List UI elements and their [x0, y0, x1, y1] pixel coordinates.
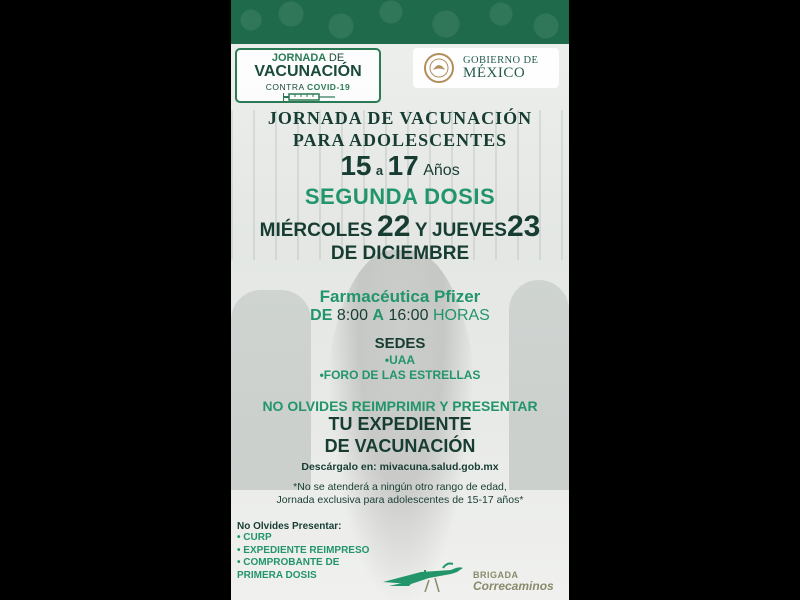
age-unit: Años — [423, 162, 460, 179]
date-day2-number: 23 — [506, 210, 541, 243]
gobierno-de-text: GOBIERNO DE — [463, 55, 539, 66]
dose-label: SEGUNDA DOSIS — [304, 184, 496, 209]
date-day2: JUEVES — [432, 220, 507, 241]
sedes-title: SEDES — [374, 335, 426, 352]
age-from: 15 — [340, 150, 372, 181]
hours-horas: HORAS — [432, 307, 490, 324]
logo-jornada-word: JORNADA — [271, 52, 326, 64]
top-pattern-band — [231, 0, 569, 44]
gobierno-mexico-logo — [413, 48, 559, 88]
mexico-text: MÉXICO — [463, 65, 526, 81]
date-connector: Y — [414, 220, 428, 241]
hours-a: A — [372, 307, 384, 324]
reminder-line-2: TU EXPEDIENTE — [328, 414, 472, 434]
vaccine-maker: Farmacéutica Pfizer — [319, 287, 481, 306]
logo-covid-word: COVID-19 — [307, 82, 351, 92]
hours-end: 16:00 — [388, 307, 429, 324]
date-month: DE DICIEMBRE — [330, 243, 470, 264]
brigada-correcaminos-logo — [381, 560, 561, 596]
notice-line-2: Jornada exclusiva para adolescentes de 15-17 años* — [276, 494, 524, 506]
date-day1-number: 22 — [377, 210, 411, 243]
vaccination-poster — [231, 0, 569, 600]
checklist-item: PRIMERA DOSIS — [237, 569, 317, 581]
correcaminos-text: Correcaminos — [473, 579, 554, 593]
age-connector: a — [375, 163, 384, 178]
age-range — [231, 150, 569, 182]
vaccine-hours — [231, 307, 569, 325]
logo-contra-word: CONTRA — [265, 82, 305, 92]
download-line — [231, 461, 569, 473]
hours-de: DE — [310, 307, 333, 324]
syringe-icon — [283, 92, 337, 102]
checklist — [237, 521, 377, 582]
jornada-vacunacion-logo — [235, 48, 381, 103]
logo-line-3 — [237, 82, 379, 92]
sede-item: •UAA — [384, 353, 416, 367]
roadrunner-icon — [381, 560, 471, 596]
logo-line-2: VACUNACIÓN — [254, 63, 362, 80]
headline-line-2: PARA ADOLESCENTES — [292, 130, 508, 150]
download-label: Descárgalo en: — [301, 461, 377, 473]
hours-start: 8:00 — [336, 307, 368, 324]
headline-line-1: JORNADA DE VACUNACIÓN — [267, 108, 533, 128]
sede-item: •FORO DE LAS ESTRELLAS — [319, 368, 481, 382]
download-url: mivacuna.salud.gob.mx — [379, 461, 499, 473]
age-to: 17 — [387, 150, 419, 181]
checklist-item: • COMPROBANTE DE — [237, 557, 340, 568]
checklist-title: No Olvides Presentar: — [237, 521, 342, 532]
logo-de-word: DE — [328, 52, 345, 64]
reminder-line-3: DE VACUNACIÓN — [324, 436, 476, 456]
national-seal-icon — [423, 52, 455, 84]
date-day1: MIÉRCOLES — [259, 220, 373, 241]
event-dates — [231, 210, 569, 244]
notice-line-1: *No se atenderá a ningún otro rango de edad, — [293, 481, 507, 493]
checklist-item: • CURP — [237, 532, 272, 543]
checklist-item: • EXPEDIENTE REIMPRESO — [237, 544, 370, 556]
reminder-line-1: NO OLVIDES REIMPRIMIR Y PRESENTAR — [262, 398, 538, 414]
brigada-text: BRIGADA — [473, 570, 519, 580]
